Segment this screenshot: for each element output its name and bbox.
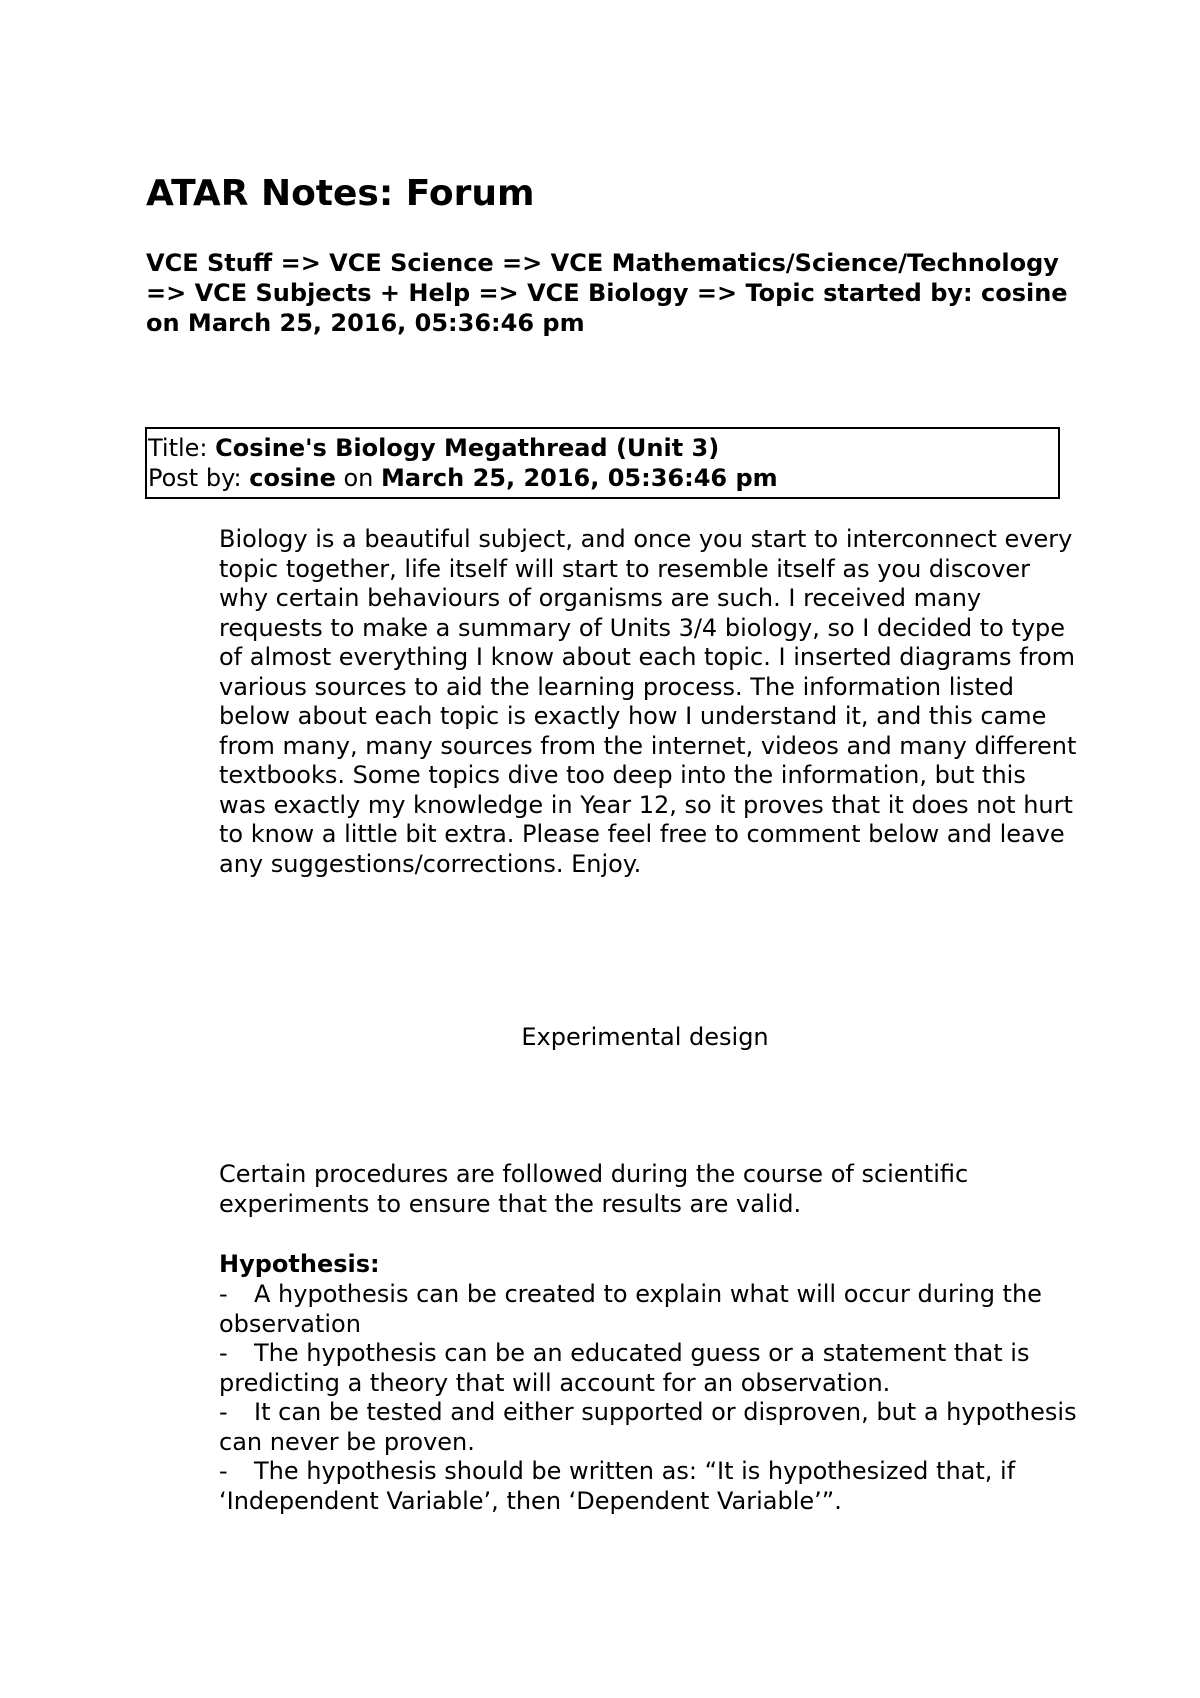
post-title: Cosine's Biology Megathread (Unit 3) [215, 434, 720, 462]
list-item-text: The hypothesis should be written as: “It is hypothesized that, if ‘Independent Variable’, then ‘Dependent Variable’”. [219, 1457, 1016, 1515]
list-item-text: A hypothesis can be created to explain what will occur during the observation [219, 1280, 1042, 1338]
post-author: cosine [249, 464, 336, 492]
post-date: March 25, 2016, 05:36:46 pm [381, 464, 778, 492]
list-item [219, 1339, 1079, 1398]
section-title: Experimental design [521, 1023, 769, 1051]
bullet-dash: - [219, 1398, 228, 1426]
bullet-dash: - [219, 1457, 228, 1485]
post-header-box [145, 427, 1060, 499]
list-item [219, 1280, 1079, 1339]
list-item [219, 1457, 1079, 1516]
page-title: ATAR Notes: Forum [146, 173, 535, 214]
list-item-text: The hypothesis can be an educated guess or a statement that is predicting a theory that will account for an observation. [219, 1339, 1030, 1397]
post-by-label: Post by: [148, 464, 250, 492]
breadcrumb: VCE Stuff => VCE Science => VCE Mathematics/Science/Technology => VCE Subjects + Help => VCE Biology => Topic started by: cosine on March 25, 2016, 05:36:46 pm [146, 249, 1068, 337]
intro-paragraph: Biology is a beautiful subject, and once you start to interconnect every topic together, life itself will start to resemble itself as you discover why certain behaviours of organisms are such. I received many requests to make a summary of Units 3/4 biology, so I decided to type of almost everything I know about each topic. I inserted diagrams from various sources to aid the learning process. The information listed below about each topic is exactly how I understand it, and this came from many, many sources from the internet, videos and many different textbooks. Some topics dive too deep into the information, but this was exactly my knowledge in Year 12, so it proves that it does not hurt to know a little bit extra. Please feel free to comment below and leave any suggestions/corrections. Enjoy. [219, 525, 1077, 878]
bullet-dash: - [219, 1339, 228, 1367]
list-item [219, 1398, 1079, 1457]
post-on-label: on [335, 464, 381, 492]
hypothesis-list [219, 1280, 1079, 1516]
post-byline [148, 463, 1058, 493]
section-lead-paragraph: Certain procedures are followed during the course of scientific experiments to ensure that the results are valid. [219, 1160, 969, 1218]
bullet-dash: - [219, 1280, 228, 1308]
list-item-text: It can be tested and either supported or disproven, but a hypothesis can never be proven. [219, 1398, 1077, 1456]
post-title-label: Title: [148, 434, 216, 462]
hypothesis-heading: Hypothesis: [219, 1250, 380, 1278]
post-title-line [148, 433, 1058, 463]
